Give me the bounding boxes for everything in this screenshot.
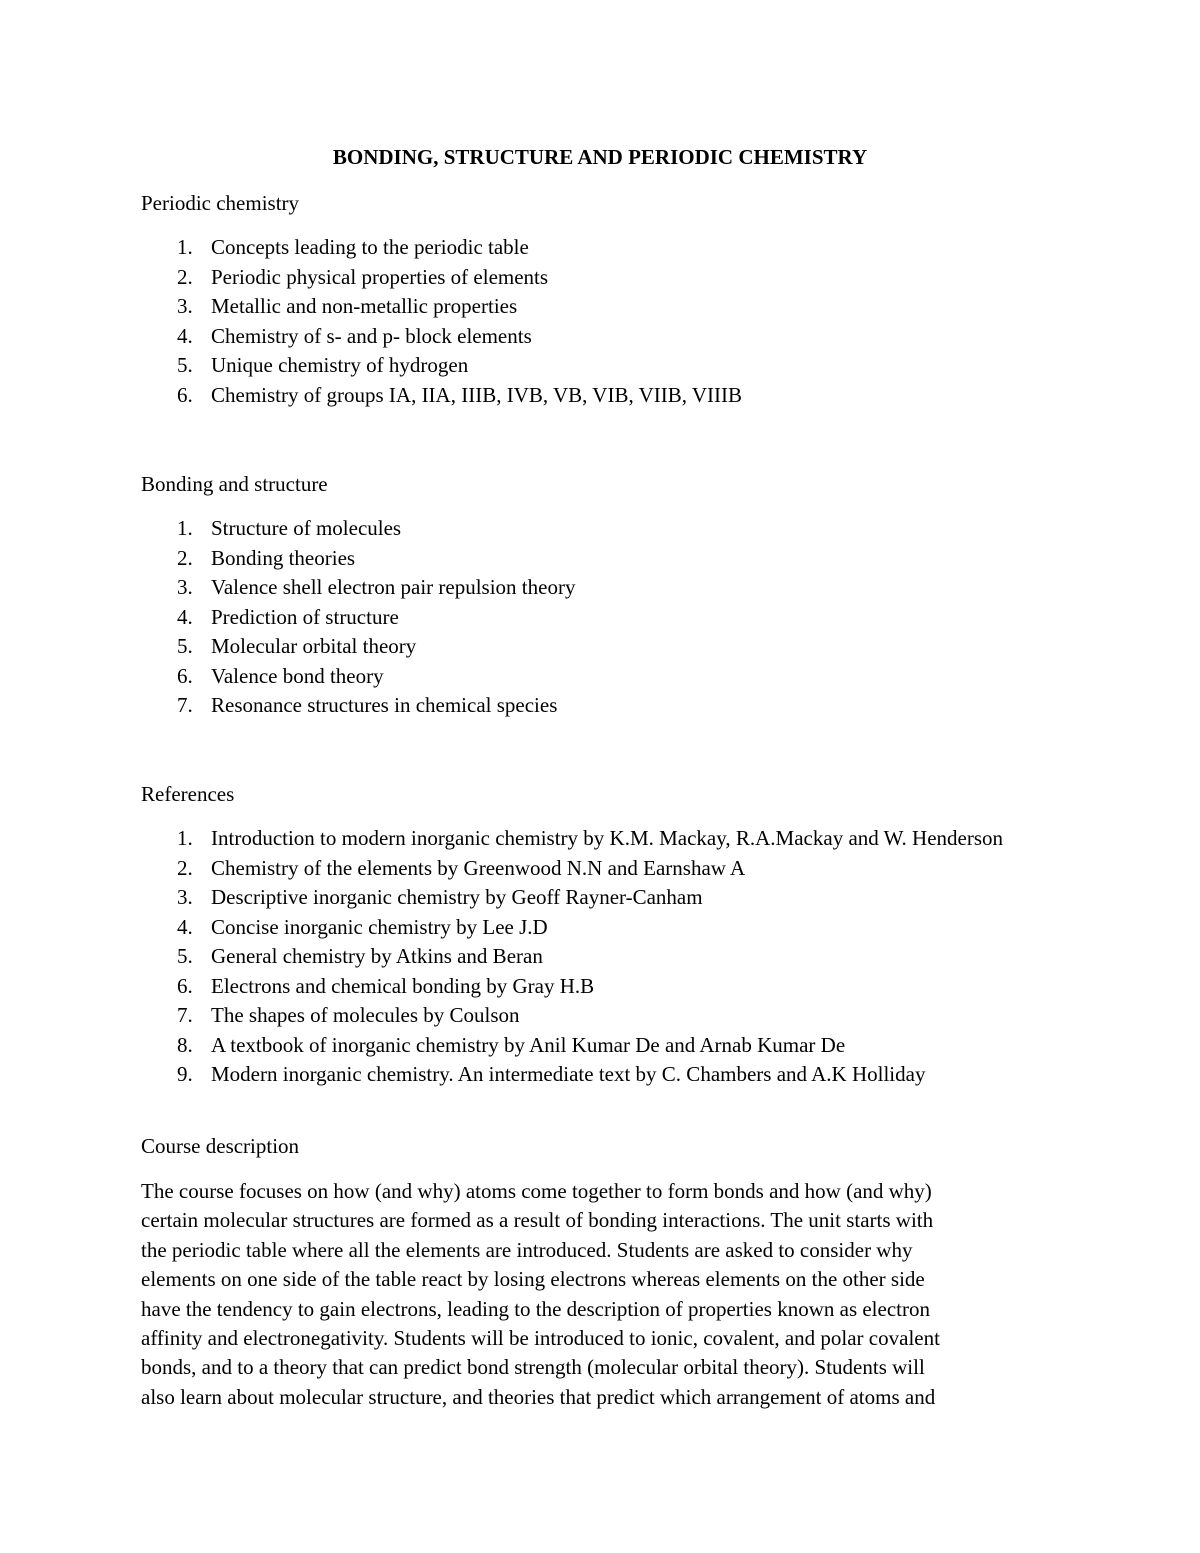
list-item xyxy=(141,544,1021,574)
list-item-number: 3. xyxy=(177,294,193,318)
list-item-number: 2. xyxy=(177,855,193,880)
list-item-text: Periodic physical properties of elements xyxy=(211,264,549,289)
list-item-number: 6. xyxy=(177,382,193,407)
list-item-number: 4. xyxy=(177,914,193,939)
list-item-text: Descriptive inorganic chemistry by Geoff Rayner-Canham xyxy=(211,885,703,909)
list-item-text: Concise inorganic chemistry by Lee J.D xyxy=(211,914,548,939)
list-item xyxy=(141,573,1021,603)
list-item-text: Unique chemistry of hydrogen xyxy=(211,353,469,377)
course-description-heading: Course description xyxy=(141,1134,300,1158)
bonding-structure-list xyxy=(141,514,1021,721)
list-item-text: A textbook of inorganic chemistry by Anil Kumar De and Arnab Kumar De xyxy=(211,1032,846,1057)
list-item-text: Molecular orbital theory xyxy=(211,634,417,658)
list-item xyxy=(141,233,1021,263)
paragraph-line: have the tendency to gain electrons, leading to the description of properties known as electron xyxy=(141,1296,930,1321)
list-item-number: 9. xyxy=(177,1062,193,1086)
list-item xyxy=(141,514,1021,544)
list-item xyxy=(141,854,1021,884)
paragraph-line: affinity and electronegativity. Students will be introduced to ionic, covalent, and polar covalent xyxy=(141,1326,940,1351)
list-item-text: Metallic and non-metallic properties xyxy=(211,294,518,318)
list-item-number: 7. xyxy=(177,693,193,717)
list-item-number: 5. xyxy=(177,353,193,377)
list-item-number: 5. xyxy=(177,634,193,658)
list-item-number: 6. xyxy=(177,973,193,998)
references-list xyxy=(141,824,1021,1090)
list-item xyxy=(141,292,1021,322)
list-item-number: 2. xyxy=(177,545,193,570)
list-item-text: Chemistry of groups IA, IIA, IIIB, IVB, VB, VIB, VIIB, VIIIB xyxy=(211,382,742,407)
list-item-text: Valence bond theory xyxy=(211,663,384,688)
list-item-text: Valence shell electron pair repulsion theory xyxy=(211,575,576,599)
list-item-number: 6. xyxy=(177,663,193,688)
list-item xyxy=(141,1031,1021,1061)
list-item-text: Chemistry of the elements by Greenwood N.N and Earnshaw A xyxy=(211,855,746,880)
list-item-text: Resonance structures in chemical species xyxy=(211,693,558,717)
paragraph-line: the periodic table where all the elements are introduced. Students are asked to consider why xyxy=(141,1237,913,1262)
periodic-chemistry-heading: Periodic chemistry xyxy=(141,191,300,215)
list-item-text: Bonding theories xyxy=(211,545,356,570)
list-item-number: 3. xyxy=(177,575,193,599)
list-item-text: Concepts leading to the periodic table xyxy=(211,235,529,259)
list-item-number: 2. xyxy=(177,264,193,289)
list-item-number: 3. xyxy=(177,885,193,909)
list-item xyxy=(141,603,1021,633)
list-item xyxy=(141,381,1021,411)
list-item xyxy=(141,662,1021,692)
references-heading: References xyxy=(141,782,235,806)
list-item xyxy=(141,1060,1021,1090)
list-item-number: 5. xyxy=(177,944,193,968)
list-item-text: General chemistry by Atkins and Beran xyxy=(211,944,543,968)
list-item xyxy=(141,913,1021,943)
list-item-number: 8. xyxy=(177,1032,193,1057)
course-description-paragraph xyxy=(141,1177,1046,1412)
list-item-number: 1. xyxy=(177,826,193,850)
list-item xyxy=(141,322,1021,352)
list-item-text: The shapes of molecules by Coulson xyxy=(211,1003,520,1027)
list-item-text: Structure of molecules xyxy=(211,516,402,540)
list-item xyxy=(141,351,1021,381)
list-item xyxy=(141,942,1021,972)
list-item-text: Introduction to modern inorganic chemistry by K.M. Mackay, R.A.Mackay and W. Henderson xyxy=(211,826,1004,850)
periodic-chemistry-list xyxy=(141,233,1021,410)
list-item xyxy=(141,691,1021,721)
list-item xyxy=(141,632,1021,662)
paragraph-line: bonds, and to a theory that can predict bond strength (molecular orbital theory). Students will xyxy=(141,1355,925,1380)
list-item-number: 4. xyxy=(177,323,193,348)
list-item-text: Chemistry of s- and p- block elements xyxy=(211,323,532,348)
document-title: BONDING, STRUCTURE AND PERIODIC CHEMISTRY xyxy=(332,145,868,169)
paragraph-line: The course focuses on how (and why) atoms come together to form bonds and how (and why) xyxy=(141,1179,932,1203)
list-item-number: 7. xyxy=(177,1003,193,1027)
list-item-number: 1. xyxy=(177,235,193,259)
list-item xyxy=(141,263,1021,293)
list-item-text: Electrons and chemical bonding by Gray H.B xyxy=(211,973,595,998)
list-item xyxy=(141,1001,1021,1031)
list-item-text: Prediction of structure xyxy=(211,604,399,629)
list-item-text: Modern inorganic chemistry. An intermediate text by C. Chambers and A.K Holliday xyxy=(211,1062,926,1086)
list-item-number: 4. xyxy=(177,604,193,629)
paragraph-line: elements on one side of the table react by losing electrons whereas elements on the other side xyxy=(141,1267,925,1292)
bonding-structure-heading: Bonding and structure xyxy=(141,472,328,496)
list-item xyxy=(141,972,1021,1002)
list-item-number: 1. xyxy=(177,516,193,540)
paragraph-line: certain molecular structures are formed as a result of bonding interactions. The unit starts with xyxy=(141,1208,934,1233)
paragraph-line: also learn about molecular structure, and theories that predict which arrangement of atoms and xyxy=(141,1384,936,1409)
list-item xyxy=(141,883,1021,913)
list-item xyxy=(141,824,1021,854)
